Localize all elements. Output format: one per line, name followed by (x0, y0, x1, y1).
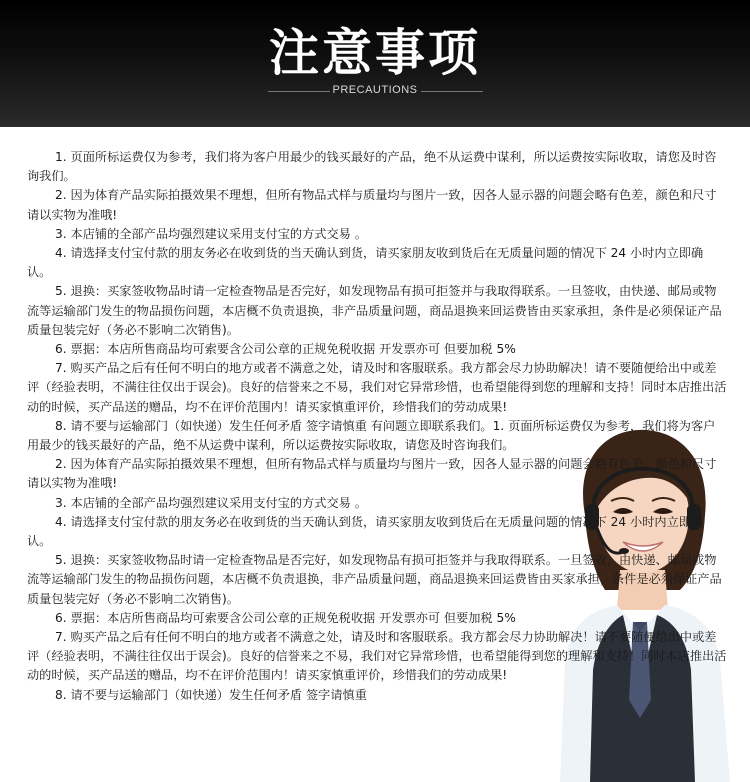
notice-list (27, 148, 727, 705)
notice-item: 6. 票据：本店所售商品均可索要含公司公章的正规免税收据 开发票亦可 但要加税 5% (55, 610, 516, 625)
notice-item: 5. 退换：买家签收物品时请一定检查物品是否完好，如发现物品有损可拒签并与我取得联系。一旦签收，由快递、邮局或物流等运输部门发生的物品损伤问题，本店概不负责退换，非产品质量问题，商品退换来回运费皆由买家承担，条件是必须保证产品质量包装完好（务必不影响二次销售)。 (27, 553, 722, 606)
notice-item: 2. 因为体育产品实际拍摄效果不理想，但所有物品式样与质量均与图片一致，因各人显示器的问题会略有色差，颜色和尺寸请以实物为准哦! (27, 457, 717, 491)
header-title: 注意事项 (269, 24, 481, 82)
notice-item: 8. 请不要与运输部门（如快递）发生任何矛盾 签字请慎重 (55, 687, 367, 702)
notice-item: 4. 请选择支付宝付款的朋友务必在收到货的当天确认到货，请买家朋友收到货后在无质量问题的情况下 24 小时内立即确认。 (27, 246, 704, 280)
notice-item: 1. 页面所标运费仅为参考，我们将为客户用最少的钱买最好的产品，绝不从运费中谋利，所以运费按实际收取，请您及时咨询我们。 (27, 150, 717, 184)
notice-item: 4. 请选择支付宝付款的朋友务必在收到货的当天确认到货，请买家朋友收到货后在无质量问题的情况下 24 小时内立即确认。 (27, 514, 704, 549)
notice-item: 3. 本店铺的全部产品均强烈建议采用支付宝的方式交易 。 (55, 495, 367, 510)
notice-item: 7. 购买产品之后有任何不明白的地方或者不满意之处，请及时和客服联系。我方都会尽力协助解决！请不要随便给出中或差评（经验表明，不满往往仅出于误会)。良好的信誉来之不易，我们对它异常珍惜，也希望能得到您的理解和支持！同时本店推出活动的时候，买产品送的赠品，均不在评价范围内！请买家慎重评价，珍惜我们的劳动成果! (27, 361, 727, 414)
notice-item: 7. 购买产品之后有任何不明白的地方或者不满意之处，请及时和客服联系。我方都会尽力协助解决！请不要随便给出中或差评（经验表明，不满往往仅出于误会)。良好的信誉来之不易，我们对它异常珍惜，也希望能得到您的理解和支持！同时本店推出活动的时候，买产品送的赠品，均不在评价范围内！请买家慎重评价，珍惜我们的劳动成果! (27, 630, 727, 683)
notice-item: 5. 退换：买家签收物品时请一定检查物品是否完好，如发现物品有损可拒签并与我取得联系。一旦签收，由快递、邮局或物流等运输部门发生的物品损伤问题，本店概不负责退换，非产品质量问题，商品退换来回运费皆由买家承担，条件是必须保证产品质量包装完好（务必不影响二次销售)。 (27, 284, 722, 337)
notice-item: 8. 请不要与运输部门（如快递）发生任何矛盾 签字请慎重 有问题立即联系我们。1. 页面所标运费仅为参考，我们将为客户用最少的钱买最好的产品，绝不从运费中谋利，所以运费按实际收取，请您及时咨询我们。 (27, 418, 716, 453)
notice-item: 2. 因为体育产品实际拍摄效果不理想，但所有物品式样与质量均与图片一致，因各人显示器的问题会略有色差，颜色和尺寸请以实物为准哦! (27, 188, 717, 222)
precautions-header-banner (0, 0, 750, 127)
header-subtitle: PRECAUTIONS (332, 84, 418, 96)
notice-item: 6. 票据：本店所售商品均可索要含公司公章的正规免税收据 开发票亦可 但要加税 5% (55, 342, 516, 357)
notice-item: 3. 本店铺的全部产品均强烈建议采用支付宝的方式交易 。 (55, 226, 367, 241)
header-divider-right (421, 91, 483, 92)
